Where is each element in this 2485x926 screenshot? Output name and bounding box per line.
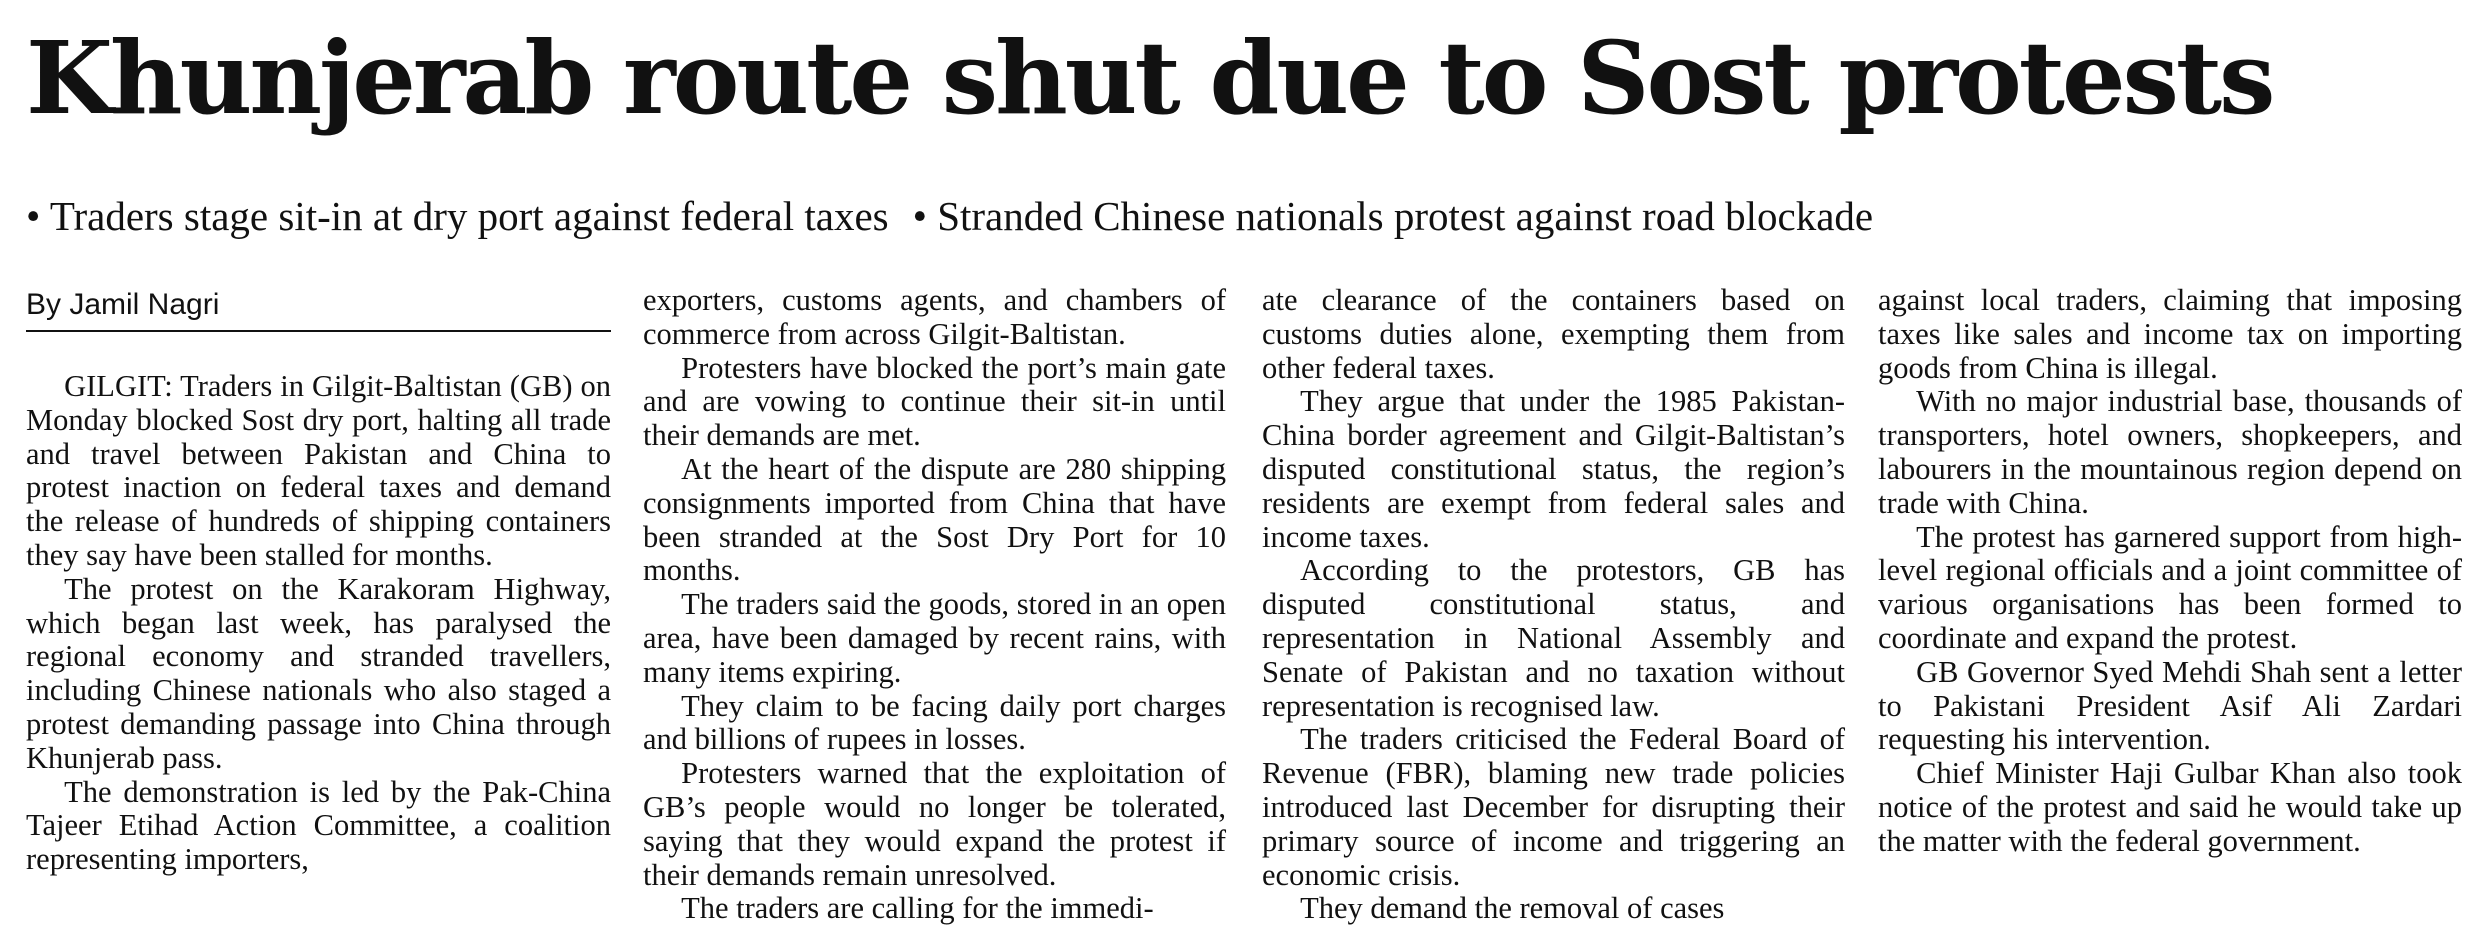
- paragraph: Protesters warned that the exploitation of GB’s people would no longer be tolerated, saying that they would expand the protest if their demands remain unresolved.: [643, 756, 1226, 892]
- paragraph: against local traders, claiming that imposing taxes like sales and income tax on importing goods from China is illegal.: [1878, 283, 2462, 385]
- paragraph: At the heart of the dispute are 280 shipping consignments imported from China that have been stranded at the Sost Dry Port for 10 months.: [643, 451, 1226, 588]
- paragraph: Protesters have blocked the port’s main gate and are vowing to continue their sit-in until their demands are met.: [643, 350, 1226, 453]
- paragraph: The protest has garnered support from high-level regional officials and a joint committee of various organisations has been formed to coordinate and expand the protest.: [1878, 519, 2462, 655]
- paragraph: They claim to be facing daily port charges and billions of rupees in losses.: [643, 688, 1226, 757]
- subheadlines: [26, 190, 2466, 242]
- paragraph: The demonstration is led by the Pak-China Tajeer Etihad Action Committee, a coalition representing importers,: [26, 774, 611, 877]
- paragraph: Chief Minister Haji Gulbar Khan also took notice of the protest and said he would take up the matter with the federal government.: [1878, 756, 2462, 858]
- paragraph: They demand the removal of cases: [1300, 891, 1725, 926]
- paragraph: GILGIT: Traders in Gilgit-Baltistan (GB) on Monday blocked Sost dry port, halting all trade and travel between Pakistan and China to protest inaction on federal taxes and demand the release of hundreds of shipping containers they say have been stalled for months.: [26, 369, 611, 572]
- headline: Khunjerab route shut due to Sost protests: [26, 19, 2273, 137]
- paragraph: According to the protestors, GB has disputed constitutional status, and representation in National Assembly and Senate of Pakistan and no taxation without representation is recognised law.: [1262, 553, 1845, 723]
- paragraph: ate clearance of the containers based on customs duties alone, exempting them from other federal taxes.: [1262, 283, 1845, 385]
- article-column-4: [1878, 284, 2462, 859]
- article-column-1: [26, 370, 611, 877]
- article-column-3: [1262, 284, 1845, 926]
- subheadline-2: • Stranded Chinese nationals protest against road blockade: [912, 193, 1874, 239]
- paragraph: The traders said the goods, stored in an open area, have been damaged by recent rains, with many items expiring.: [643, 587, 1226, 689]
- paragraph: exporters, customs agents, and chambers of commerce from across Gilgit-Baltistan.: [643, 283, 1226, 351]
- paragraph: The traders are calling for the immedi-: [681, 891, 1154, 926]
- paragraph: They argue that under the 1985 Pakistan-China border agreement and Gilgit-Baltistan’s disputed constitutional status, the region’s residents are exempt from federal sales and income taxes.: [1262, 384, 1845, 554]
- article-column-2: [643, 284, 1226, 926]
- paragraph: GB Governor Syed Mehdi Shah sent a letter to Pakistani President Asif Ali Zardari requesting his intervention.: [1878, 654, 2462, 757]
- byline: By Jamil Nagri: [26, 280, 611, 332]
- subheadline-1: • Traders stage sit-in at dry port against federal taxes: [26, 193, 889, 239]
- paragraph: With no major industrial base, thousands of transporters, hotel owners, shopkeepers, and labourers in the mountainous region depend on trade with China.: [1878, 384, 2462, 520]
- paragraph: The protest on the Karakoram Highway, which began last week, has paralysed the regional economy and stranded travellers, including Chinese nationals who also staged a protest demanding passage into China through Khunjerab pass.: [26, 571, 611, 775]
- paragraph: The traders criticised the Federal Board of Revenue (FBR), blaming new trade policies introduced last December for disrupting their primary source of income and triggering an economic crisis.: [1262, 722, 1845, 892]
